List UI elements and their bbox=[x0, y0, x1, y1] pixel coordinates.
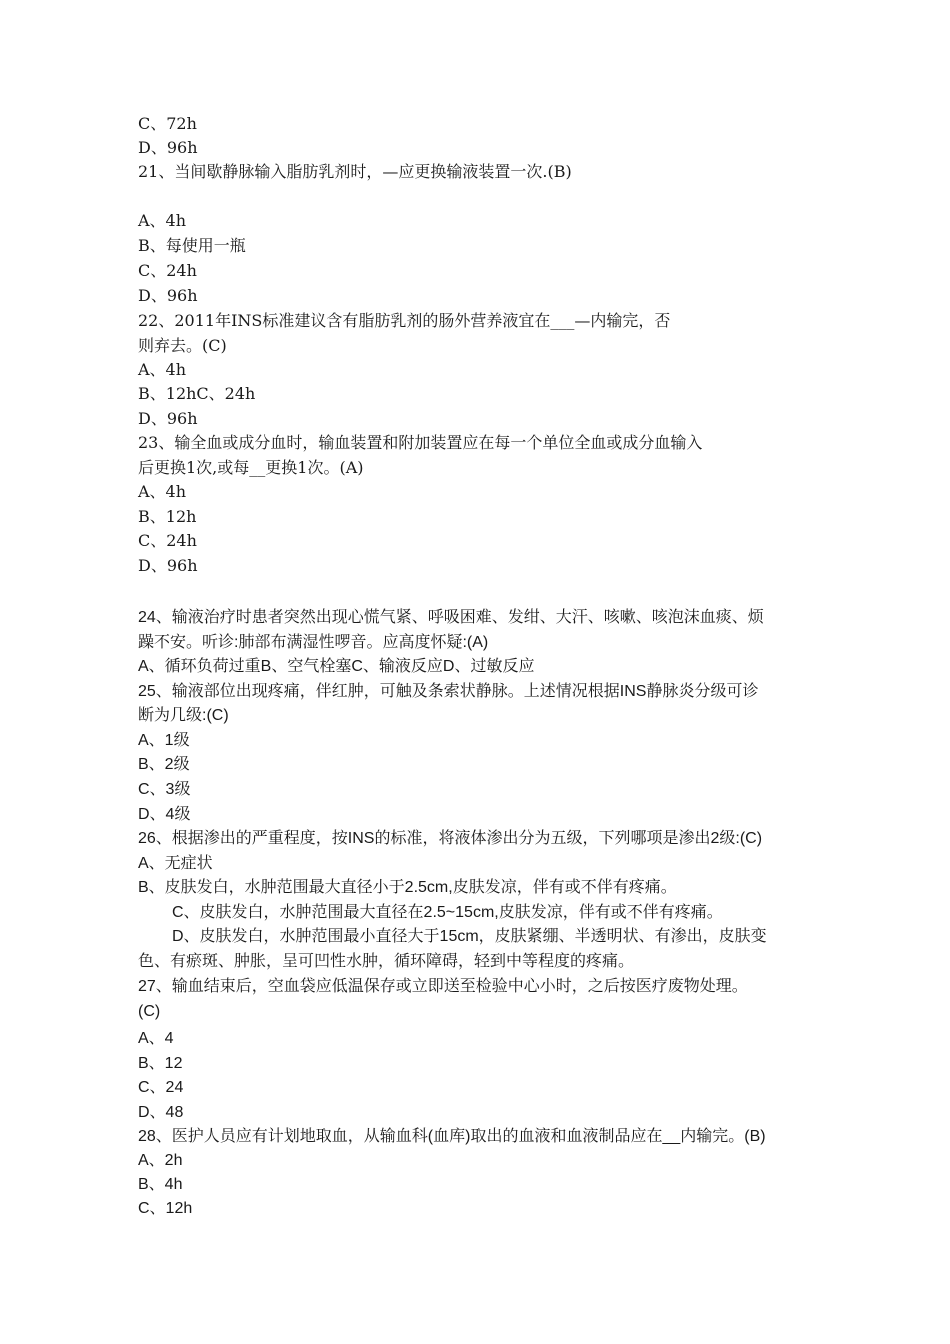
question-23: 23、输全血或成分血时，输血装置和附加装置应在每一个单位全血或成分血输入 bbox=[138, 433, 703, 452]
text-line: C、24 bbox=[138, 1079, 184, 1096]
text-line: 色、有瘀斑、肿胀，呈可凹性水肿，循环障碍，轻到中等程度的疼痛。 bbox=[138, 953, 635, 970]
question-28: 28、医护人员应有计划地取血，从输血科(血库)取出的血液和血液制品应在__内输完。(B) bbox=[138, 1128, 766, 1145]
text-line: C、24h bbox=[138, 261, 197, 280]
text-line: B、12 bbox=[138, 1055, 183, 1072]
text-line: 后更换1次,或每__更换1次。(A) bbox=[138, 458, 364, 477]
text-line: B、4h bbox=[138, 1176, 183, 1193]
text-line: A、4h bbox=[138, 482, 187, 501]
text-line: C、12h bbox=[138, 1200, 193, 1217]
text-line: A、无症状 bbox=[138, 855, 213, 872]
question-26: 26、根据渗出的严重程度，按INS的标准，将液体渗出分为五级，下列哪项是渗出2级:(C) bbox=[138, 830, 763, 847]
question-21: 21、当间歇静脉输入脂肪乳剂时，—应更换输液装置一次.(B) bbox=[138, 162, 572, 181]
text-line: D、96h bbox=[138, 556, 198, 575]
text-line: B、2级 bbox=[138, 756, 190, 773]
text-line: B、每使用一瓶 bbox=[138, 236, 246, 255]
text-line: D、96h bbox=[138, 286, 198, 305]
text-line: B、皮肤发白，水肿范围最大直径小于2.5cm,皮肤发凉，伴有或不伴有疼痛。 bbox=[138, 879, 677, 896]
text-line: A、4h bbox=[138, 360, 187, 379]
text-line: B、12hC、24h bbox=[138, 384, 256, 403]
text-line: A、1级 bbox=[138, 732, 190, 749]
text-line: D、4级 bbox=[138, 806, 191, 823]
text-line: (C) bbox=[138, 1003, 161, 1020]
text-line: D、96h bbox=[138, 409, 198, 428]
text-line: A、4h bbox=[138, 211, 187, 230]
text-line: A、循环负荷过重B、空气栓塞C、输液反应D、过敏反应 bbox=[138, 658, 535, 675]
text-line: 则弃去。(C) bbox=[138, 336, 227, 355]
text-line: C、皮肤发白，水肿范围最大直径在2.5~15cm,皮肤发凉，伴有或不伴有疼痛。 bbox=[172, 904, 723, 921]
text-line: D、96h bbox=[138, 138, 198, 157]
text-line: C、24h bbox=[138, 531, 197, 550]
question-24: 24、输液治疗时患者突然出现心慌气紧、呼吸困难、发绀、大汗、咳嗽、咳泡沫血痰、烦 bbox=[138, 609, 764, 626]
text-line: A、2h bbox=[138, 1152, 183, 1169]
question-25: 25、输液部位出现疼痛，伴红肿，可触及条索状静脉。上述情况根据INS静脉炎分级可诊 bbox=[138, 683, 759, 700]
text-line: D、48 bbox=[138, 1104, 184, 1121]
text-line: B、12h bbox=[138, 507, 197, 526]
text-line: A、4 bbox=[138, 1030, 174, 1047]
text-line: 断为几级:(C) bbox=[138, 707, 229, 724]
text-line: 躁不安。听诊:肺部布满湿性啰音。应高度怀疑:(A) bbox=[138, 634, 489, 651]
question-22: 22、2011年INS标准建议含有脂肪乳剂的肠外营养液宜在___—内输完，否 bbox=[138, 311, 671, 330]
text-line: C、3级 bbox=[138, 781, 191, 798]
text-line: C、72h bbox=[138, 114, 197, 133]
question-27: 27、输血结束后，空血袋应低温保存或立即送至检验中心小时，之后按医疗废物处理。 bbox=[138, 978, 748, 995]
text-line: D、皮肤发白，水肿范围最小直径大于15cm，皮肤紧绷、半透明状、有渗出，皮肤变 bbox=[172, 928, 767, 945]
